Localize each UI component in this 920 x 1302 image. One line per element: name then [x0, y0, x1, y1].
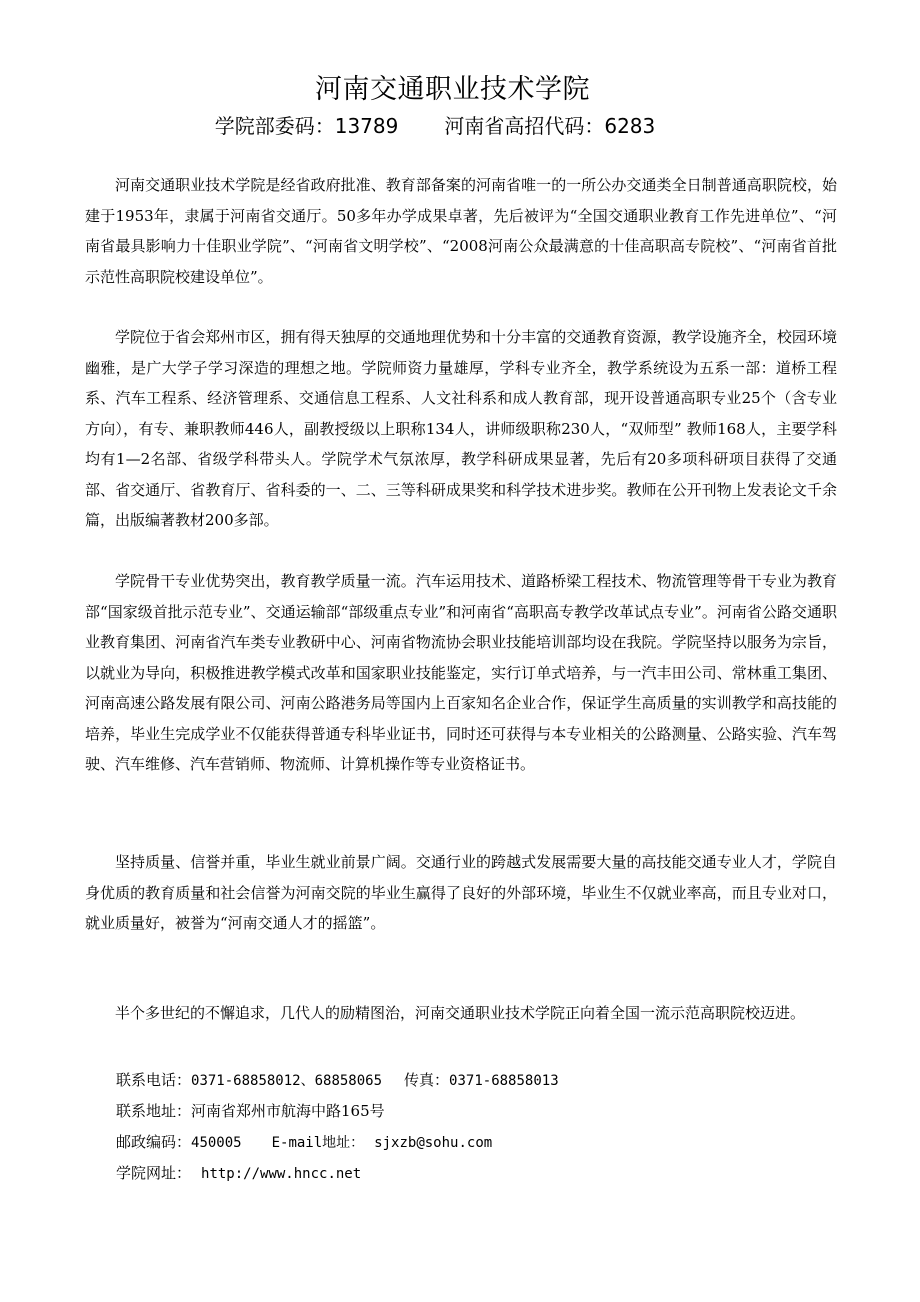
paragraph-employment: 坚持质量、信誉并重，毕业生就业前景广阔。交通行业的跨越式发展需要大量的高技能交通专业人才，学院自身优质的教育质量和社会信誉为河南交院的毕业生赢得了良好的外部环境，毕业生不仅就业率高，而且专业对口，就业质量好，被誉为“河南交通人才的摇篮”。 [85, 853, 837, 932]
email-link[interactable]: sjxzb@sohu.com [374, 1135, 493, 1151]
website-label: 学院网址： [116, 1164, 192, 1182]
contact-website-line [116, 1158, 836, 1190]
document-title: 河南交通职业技术学院 [315, 74, 590, 105]
admission-codes [0, 112, 870, 140]
address-value: 河南省郑州市航海中路165号 [191, 1102, 385, 1120]
paragraph-campus-faculty: 学院位于省会郑州市区，拥有得天独厚的交通地理优势和十分丰富的交通教育资源，教学设施齐全，校园环境幽雅，是广大学子学习深造的理想之地。学院师资力量雄厚，学科专业齐全，教学系统设为五系一部：道桥工程系、汽车工程系、经济管理系、交通信息工程系、人文社科系和成人教育部，现开设普通高职专业25个（含专业方向），有专、兼职教师446人，副教授级以上职称134人，讲师级职称230人，“双师型” 教师168人，主要学科均有1—2名部、省级学科带头人。学院学术气氛浓厚，教学科研成果显著，先后有20多项科研项目获得了交通部、省交通厅、省教育厅、省科委的一、二、三等科研成果奖和科学技术进步奖。教师在公开刊物上发表论文千余篇，出版编著教材200多部。 [85, 328, 837, 529]
paragraph-majors: 学院骨干专业优势突出，教育教学质量一流。汽车运用技术、道路桥梁工程技术、物流管理等骨干专业为教育部“国家级首批示范专业”、交通运输部“部级重点专业”和河南省“高职高专教学改革试点专业”。河南省公路交通职业教育集团、河南省汽车类专业教研中心、河南省物流协会职业技能培训部均设在我院。学院坚持以服务为宗旨，以就业为导向，积极推进教学模式改革和国家职业技能鉴定，实行订单式培养，与一汽丰田公司、常林重工集团、河南高速公路发展有限公司、河南公路港务局等国内上百家知名企业合作，保证学生高质量的实训教学和高技能的培养，毕业生完成学业不仅能获得普通专科毕业证书，同时还可获得与本专业相关的公路测量、公路实验、汽车驾驶、汽车维修、汽车营销师、物流师、计算机操作等专业资格证书。 [85, 572, 837, 773]
province-code-value: 6283 [604, 114, 656, 138]
address-label: 联系地址： [116, 1102, 192, 1120]
phone-value: 0371-68858012、68858065 [191, 1073, 383, 1089]
phone-label: 联系电话： [116, 1071, 192, 1089]
ministry-code-label: 学院部委码： [214, 114, 335, 138]
email-label: E-mail地址： [271, 1135, 365, 1151]
ministry-code-value: 13789 [334, 114, 399, 138]
fax-value: 0371-68858013 [449, 1073, 559, 1089]
contact-phone-line [116, 1065, 836, 1097]
postcode-label: 邮政编码： [116, 1133, 192, 1151]
paragraph-intro: 河南交通职业技术学院是经省政府批准、教育部备案的河南省唯一的一所公办交通类全日制普通高职院校，始建于1953年，隶属于河南省交通厅。50多年办学成果卓著，先后被评为“全国交通职业教育工作先进单位”、“河南省最具影响力十佳职业学院”、“河南省文明学校”、“2008河南公众最满意的十佳高职高专院校”、“河南省首批示范性高职院校建设单位”。 [85, 176, 837, 286]
paragraph-closing: 半个多世纪的不懈追求，几代人的励精图治，河南交通职业技术学院正向着全国一流示范高职院校迈进。 [115, 1004, 806, 1022]
contact-address-line [116, 1096, 836, 1127]
fax-label: 传真： [404, 1071, 450, 1089]
contact-postcode-email-line [116, 1127, 836, 1159]
website-link[interactable]: http://www.hncc.net [201, 1166, 362, 1182]
province-code-label: 河南省高招代码： [444, 114, 605, 138]
postcode-value: 450005 [191, 1135, 242, 1151]
